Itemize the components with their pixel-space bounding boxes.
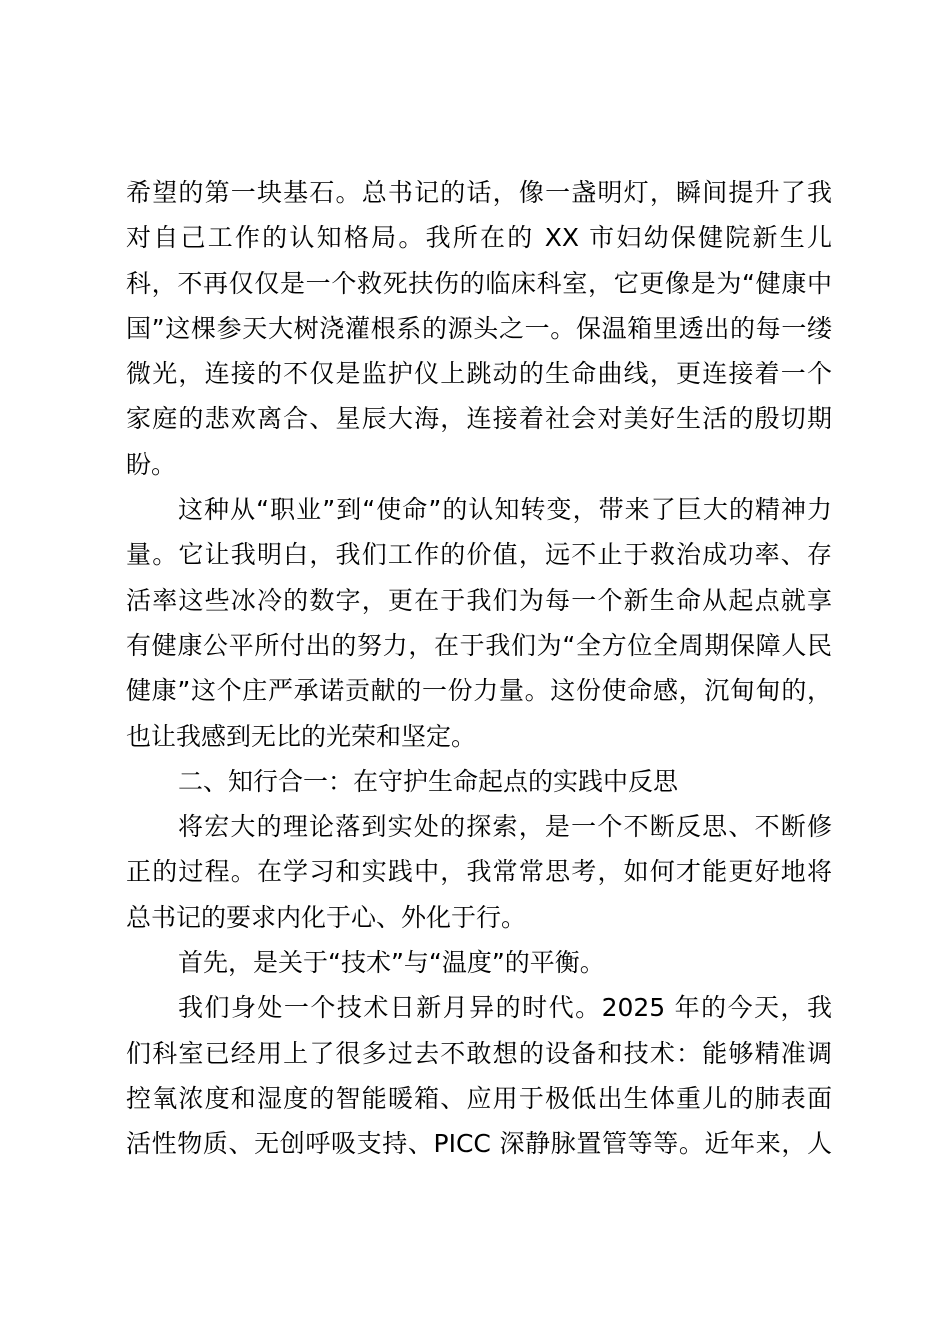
text-line-18: 首先，是关于“技术”与“温度”的平衡。 [178, 948, 605, 978]
text-line-20: 们科室已经用上了很多过去不敢想的设备和技术：能够精准调 [126, 1038, 832, 1068]
text-line-17: 总书记的要求内化于心、外化于行。 [126, 902, 527, 932]
text-line-2: 对自己工作的认知格局。我所在的 XX 市妇幼保健院新生儿 [126, 223, 832, 253]
text-line-13: 也让我感到无比的光荣和坚定。 [126, 721, 477, 751]
section-heading: 二、知行合一：在守护生命起点的实践中反思 [178, 766, 679, 796]
text-line-1: 希望的第一块基石。总书记的话，像一盏明灯，瞬间提升了我 [126, 178, 832, 207]
text-line-5: 微光，连接的不仅是监护仪上跳动的生命曲线，更连接着一个 [126, 359, 832, 389]
text-line-21: 控氧浓度和湿度的智能暖箱、应用于极低出生体重儿的肺表面 [126, 1083, 832, 1113]
text-line-8: 这种从“职业”到“使命”的认知转变，带来了巨大的精神力 [178, 495, 832, 525]
text-line-3: 科，不再仅仅是一个救死扶伤的临床科室，它更像是为“健康中 [126, 268, 832, 298]
text-line-4: 国”这棵参天大树浇灌根系的源头之一。保温箱里透出的每一缕 [126, 313, 832, 343]
text-line-7: 盼。 [126, 449, 177, 479]
text-line-19: 我们身处一个技术日新月异的时代。2025 年的今天，我 [178, 993, 832, 1023]
text-line-22: 活性物质、无创呼吸支持、PICC 深静脉置管等等。近年来，人 [126, 1129, 832, 1159]
text-line-15: 将宏大的理论落到实处的探索，是一个不断反思、不断修 [178, 812, 832, 842]
text-line-12: 健康”这个庄严承诺贡献的一份力量。这份使命感，沉甸甸的， [126, 676, 832, 706]
text-line-10: 活率这些冰冷的数字，更在于我们为每一个新生命从起点就享 [126, 585, 832, 615]
body-text [126, 170, 832, 1167]
text-line-11: 有健康公平所付出的努力，在于我们为“全方位全周期保障人民 [126, 630, 832, 660]
text-line-9: 量。它让我明白，我们工作的价值，远不止于救治成功率、存 [126, 540, 832, 570]
text-line-6: 家庭的悲欢离合、星辰大海，连接着社会对美好生活的殷切期 [126, 404, 832, 434]
text-line-16: 正的过程。在学习和实践中，我常常思考，如何才能更好地将 [126, 857, 832, 887]
